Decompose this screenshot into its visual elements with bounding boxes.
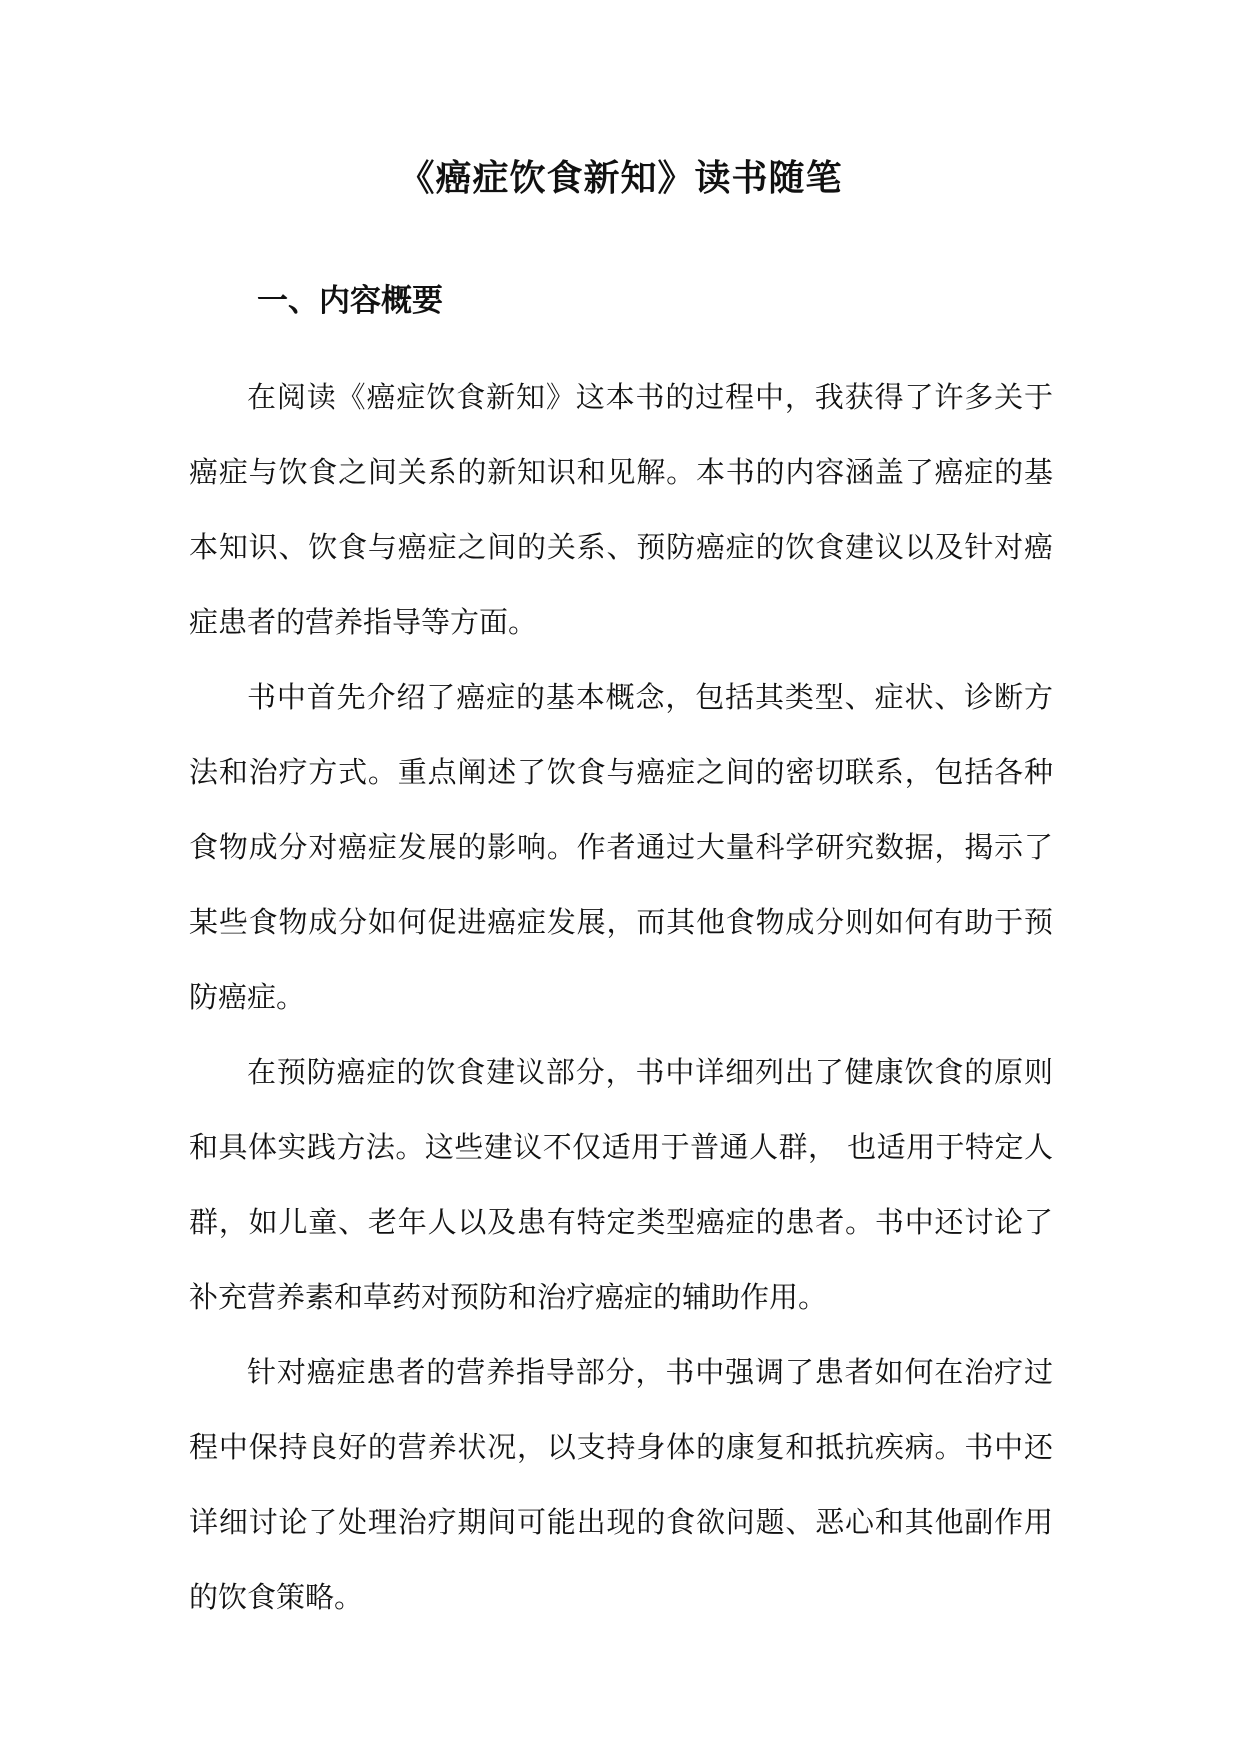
section-heading: 一、内容概要	[257, 283, 443, 319]
document-title: 《癌症饮食新知》读书随笔	[398, 157, 843, 199]
section-body	[189, 360, 1053, 1635]
paragraph-4: 针对癌症患者的营养指导部分，书中强调了患者如何在治疗过程中保持良好的营养状况，以支持身体的康复和抵抗疾病。书中还详细讨论了处理治疗期间可能出现的食欲问题、恶心和其他副作用的饮食策略。	[189, 1355, 1053, 1614]
paragraph-2: 书中首先介绍了癌症的基本概念，包括其类型、症状、诊断方法和治疗方式。重点阐述了饮食与癌症之间的密切联系，包括各种食物成分对癌症发展的影响。作者通过大量科学研究数据，揭示了某些食物成分如何促进癌症发展，而其他食物成分则如何有助于预防癌症。	[189, 680, 1053, 1014]
paragraph-3: 在预防癌症的饮食建议部分，书中详细列出了健康饮食的原则和具体实践方法。这些建议不仅适用于普通人群， 也适用于特定人群，如儿童、老年人以及患有特定类型癌症的患者。书中还讨论了补充营养素和草药对预防和治疗癌症的辅助作用。	[189, 1055, 1053, 1314]
paragraph-1: 在阅读《癌症饮食新知》这本书的过程中，我获得了许多关于癌症与饮食之间关系的新知识和见解。本书的内容涵盖了癌症的基本知识、饮食与癌症之间的关系、预防癌症的饮食建议以及针对癌症患者的营养指导等方面。	[189, 380, 1053, 639]
